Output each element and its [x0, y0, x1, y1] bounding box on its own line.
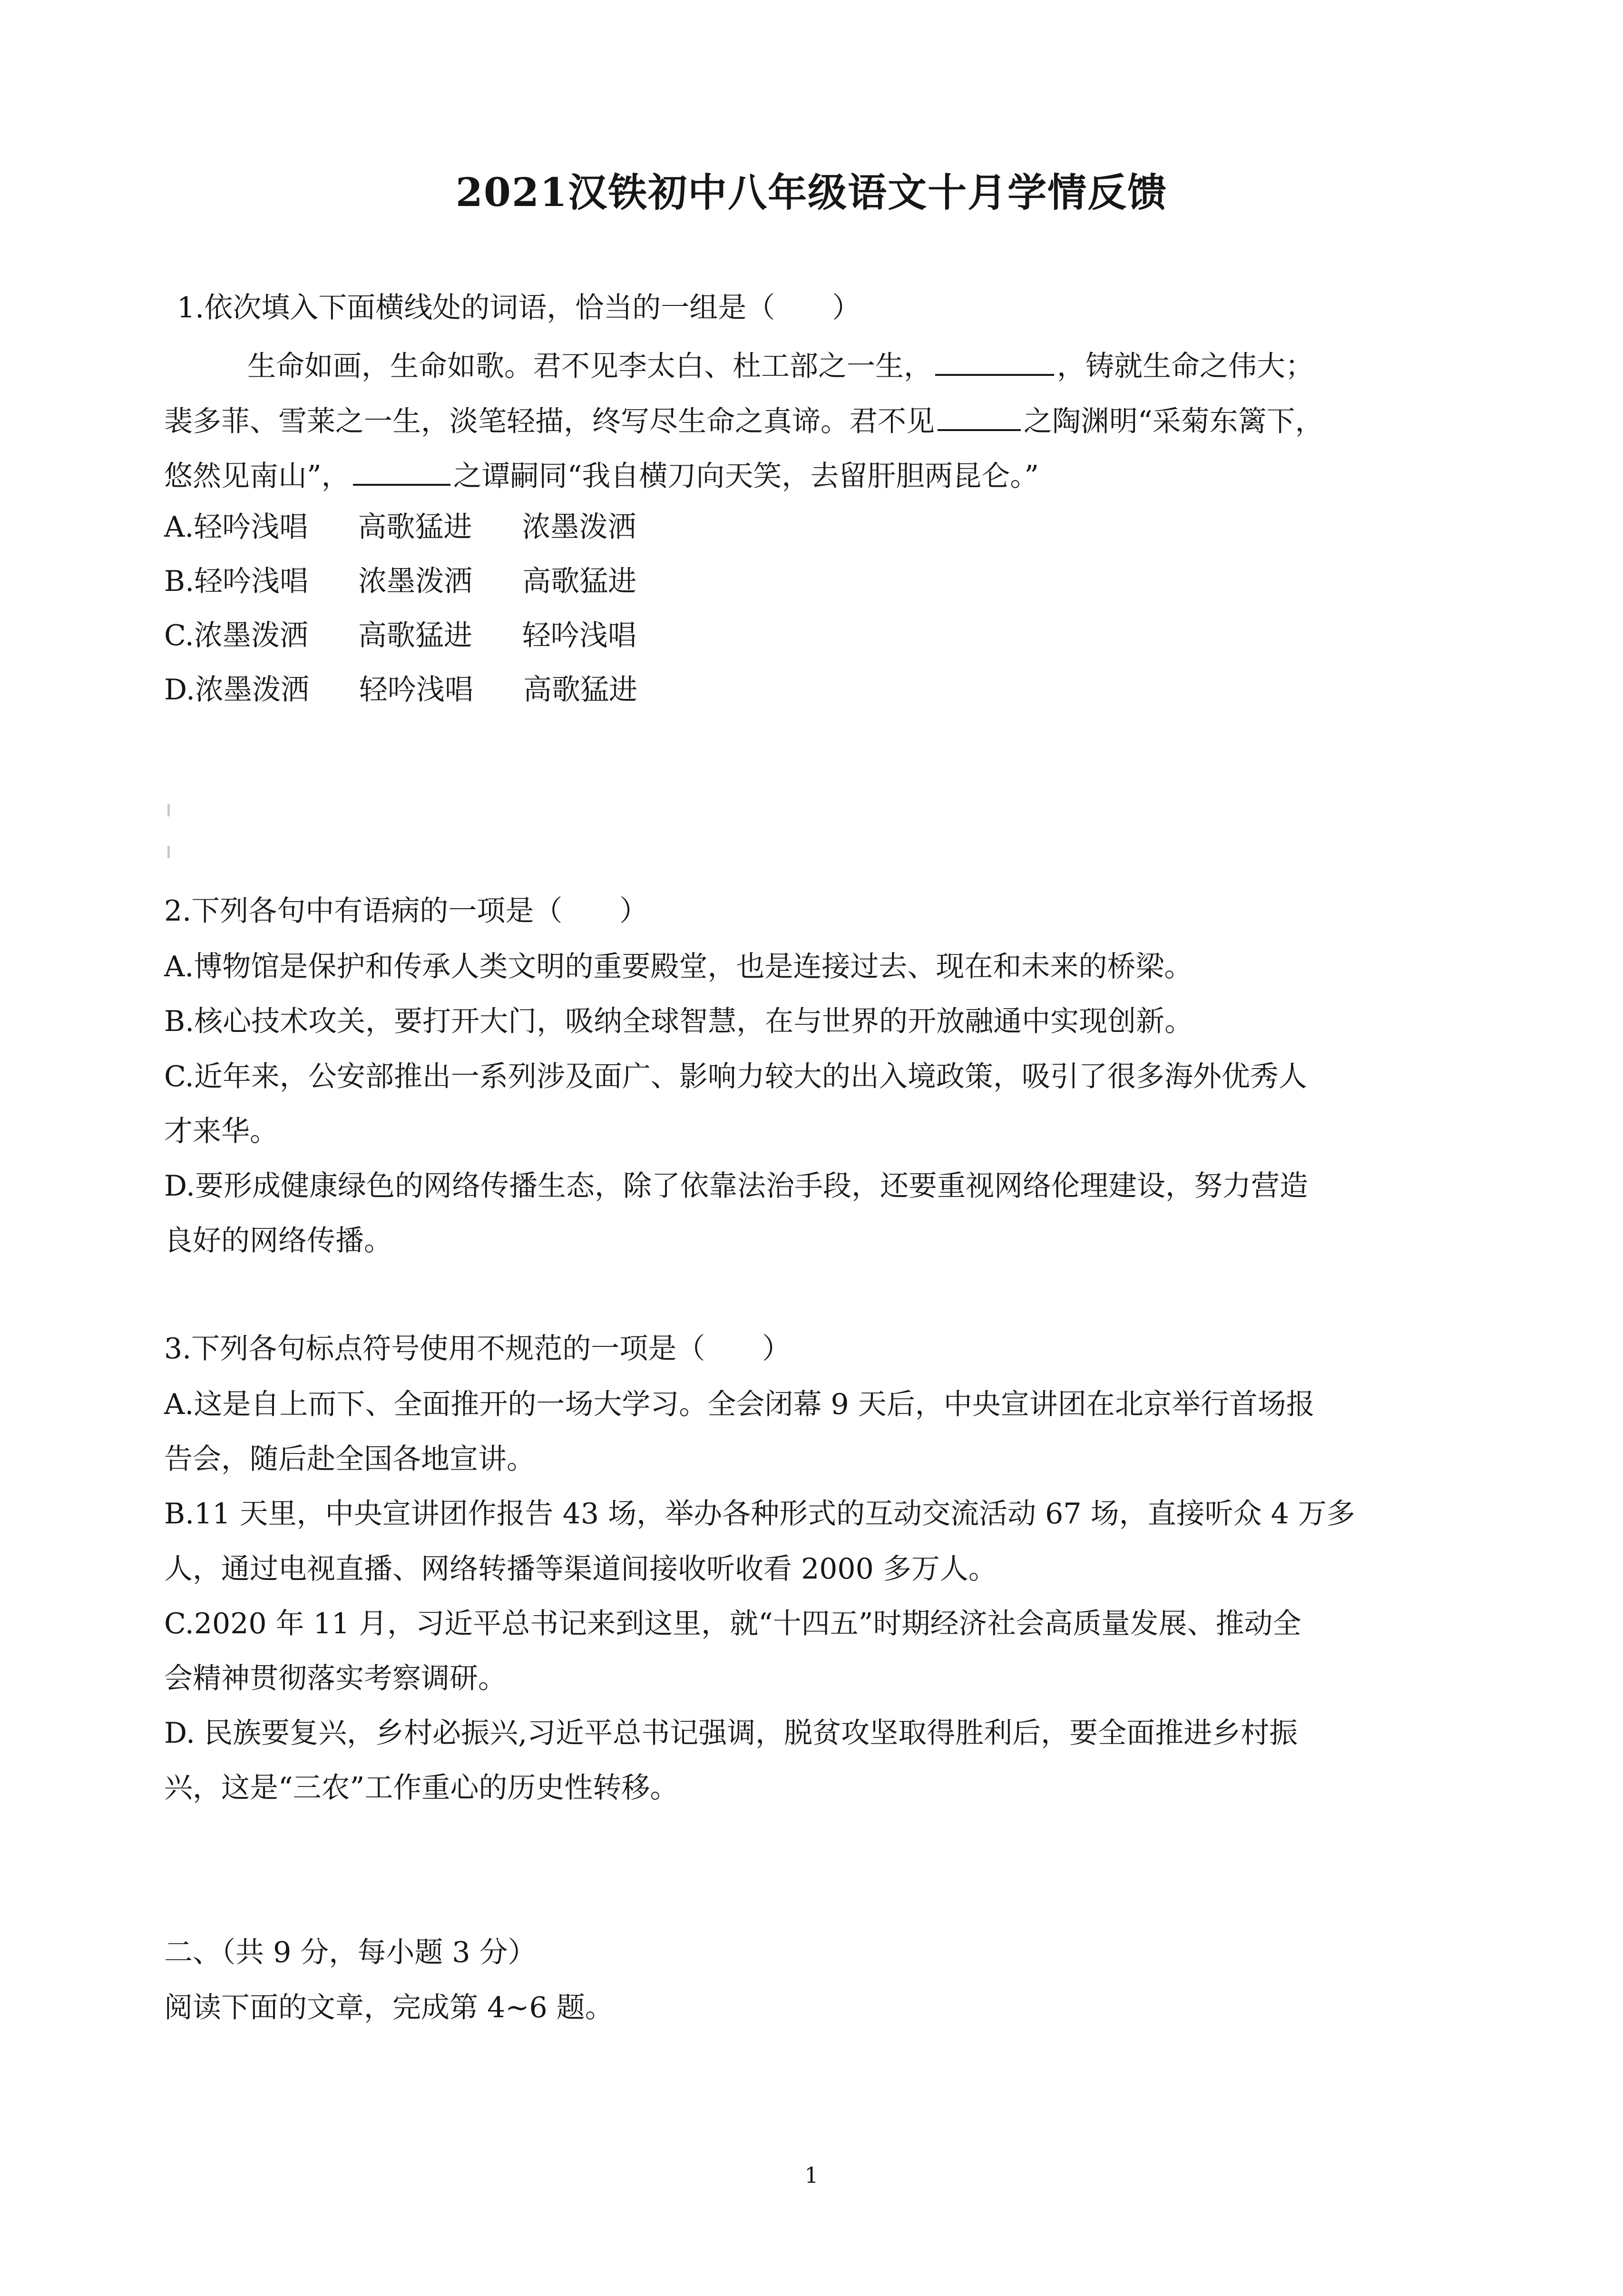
- q2-line: C.近年来，公安部推出一系列涉及面广、影响力较大的出入境政策，吸引了很多海外优秀人: [164, 1060, 1307, 1093]
- q1-passage-line: 生命如画，生命如歌。君不见李太白、杜工部之一生， ，铸就生命之伟大；: [247, 350, 1314, 383]
- exam-title: 2021汉铁初中八年级语文十月学情反馈: [455, 170, 1168, 216]
- q1-option-d: D.浓墨泼洒 轻吟浅唱 高歌猛进: [164, 673, 638, 706]
- q1-option-a: A.轻吟浅唱 高歌猛进 浓墨泼洒: [164, 510, 636, 544]
- q3-line: D. 民族要复兴，乡村必振兴,习近平总书记强调，脱贫攻坚取得胜利后，要全面推进乡村振: [164, 1717, 1298, 1750]
- scan-speck: [167, 804, 170, 816]
- blank-2: [938, 404, 1021, 431]
- q2-line: D.要形成健康绿色的网络传播生态，除了依靠法治手段，还要重视网络伦理建设，努力营造: [164, 1169, 1309, 1203]
- q3-line: 告会，随后赴全国各地宣讲。: [164, 1442, 535, 1476]
- q3-stem: 3.下列各句标点符号使用不规范的一项是（ ）: [164, 1332, 791, 1365]
- blank-3: [353, 459, 450, 486]
- q1-passage-line: 裴多菲、雪莱之一生，淡笔轻描，终写尽生命之真谛。君不见 之陶渊明“采菊东篱下，: [164, 405, 1324, 438]
- q2-line: B.核心技术攻关，要打开大门，吸纳全球智慧，在与世界的开放融通中实现创新。: [164, 1005, 1193, 1038]
- section-heading: 二、（共 9 分，每小题 3 分）: [164, 1936, 537, 1969]
- q3-line: C.2020 年 11 月，习近平总书记来到这里，就“十四五”时期经济社会高质量发展、推动全: [164, 1607, 1301, 1640]
- blank-1: [935, 349, 1054, 376]
- q2-line: 才来华。: [164, 1115, 278, 1148]
- scan-speck: [167, 846, 170, 858]
- page-number: 1: [804, 2162, 819, 2188]
- q3-line: 会精神贯彻落实考察调研。: [164, 1662, 507, 1695]
- q3-line: 人，通过电视直播、网络转播等渠道间接收听收看 2000 多万人。: [164, 1552, 997, 1586]
- q1-passage-line: 悠然见南山”， 之谭嗣同“我自横刀向天笑，去留肝胆两昆仑。”: [164, 460, 1039, 493]
- q2-stem: 2.下列各句中有语病的一项是（ ）: [164, 894, 648, 928]
- q1-stem: 1.依次填入下面横线处的词语，恰当的一组是（ ）: [177, 291, 861, 324]
- q2-line: A.博物馆是保护和传承人类文明的重要殿堂，也是连接过去、现在和未来的桥梁。: [164, 950, 1193, 983]
- q3-line: A.这是自上而下、全面推开的一场大学习。全会闭幕 9 天后，中央宣讲团在北京举行首场报: [164, 1388, 1315, 1421]
- section-instruction: 阅读下面的文章，完成第 4~6 题。: [164, 1991, 614, 2024]
- q3-line: 兴，这是“三农”工作重心的历史性转移。: [164, 1771, 679, 1805]
- q3-line: B.11 天里，中央宣讲团作报告 43 场，举办各种形式的互动交流活动 67 场，直接听众 4 万多: [164, 1497, 1355, 1531]
- q2-line: 良好的网络传播。: [164, 1224, 392, 1257]
- q1-option-c: C.浓墨泼洒 高歌猛进 轻吟浅唱: [164, 619, 636, 652]
- q1-option-b: B.轻吟浅唱 浓墨泼洒 高歌猛进: [164, 565, 637, 598]
